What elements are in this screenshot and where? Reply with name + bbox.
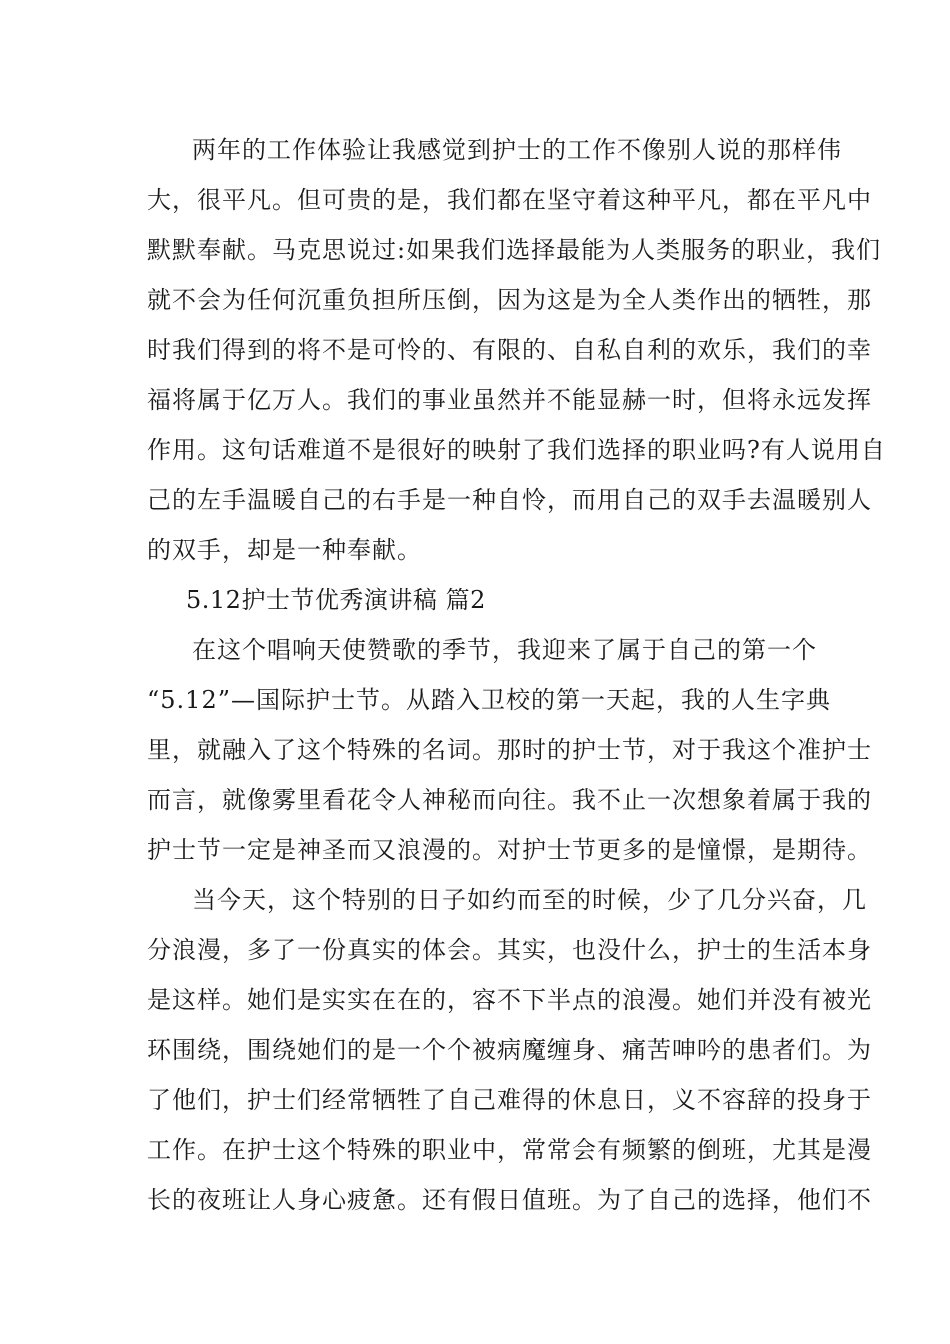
paragraph-line: 时我们得到的将不是可怜的、有限的、自私自利的欢乐，我们的幸 bbox=[147, 336, 872, 364]
paragraph-line: 长的夜班让人身心疲惫。还有假日值班。为了自己的选择，他们不 bbox=[147, 1186, 872, 1214]
paragraph-line: 作用。这句话难道不是很好的映射了我们选择的职业吗?有人说用自 bbox=[147, 436, 886, 464]
paragraph-line: 默默奉献。马克思说过:如果我们选择最能为人类服务的职业，我们 bbox=[147, 236, 882, 264]
section-heading: 5.12护士节优秀演讲稿 篇2 bbox=[186, 586, 486, 614]
paragraph-line: 就不会为任何沉重负担所压倒，因为这是为全人类作出的牺牲，那 bbox=[147, 286, 872, 314]
paragraph-line: 而言，就像雾里看花令人神秘而向往。我不止一次想象着属于我的 bbox=[147, 786, 872, 814]
paragraph-line: 己的左手温暖自己的右手是一种自怜，而用自己的双手去温暖别人 bbox=[147, 486, 872, 514]
paragraph-line: 环围绕，围绕她们的是一个个被病魔缠身、痛苦呻吟的患者们。为 bbox=[147, 1036, 872, 1064]
paragraph-line: 分浪漫，多了一份真实的体会。其实，也没什么，护士的生活本身 bbox=[147, 936, 872, 964]
paragraph-line: 里，就融入了这个特殊的名词。那时的护士节，对于我这个准护士 bbox=[147, 736, 872, 764]
paragraph-line: 大，很平凡。但可贵的是，我们都在坚守着这种平凡，都在平凡中 bbox=[147, 186, 872, 214]
paragraph-line: 是这样。她们是实实在在的，容不下半点的浪漫。她们并没有被光 bbox=[147, 986, 872, 1014]
paragraph-line: 在这个唱响天使赞歌的季节，我迎来了属于自己的第一个 bbox=[192, 636, 817, 664]
paragraph-line: 工作。在护士这个特殊的职业中，常常会有频繁的倒班，尤其是漫 bbox=[147, 1136, 872, 1164]
paragraph-line: “5.12”—国际护士节。从踏入卫校的第一天起，我的人生字典 bbox=[147, 686, 831, 714]
paragraph-line: 护士节一定是神圣而又浪漫的。对护士节更多的是憧憬，是期待。 bbox=[147, 836, 872, 864]
paragraph-line: 的双手，却是一种奉献。 bbox=[147, 536, 422, 564]
paragraph-line: 两年的工作体验让我感觉到护士的工作不像别人说的那样伟 bbox=[192, 136, 842, 164]
paragraph-line: 了他们，护士们经常牺牲了自己难得的休息日，义不容辞的投身于 bbox=[147, 1086, 872, 1114]
paragraph-line: 福将属于亿万人。我们的事业虽然并不能显赫一时，但将永远发挥 bbox=[147, 386, 872, 414]
paragraph-line: 当今天，这个特别的日子如约而至的时候，少了几分兴奋，几 bbox=[192, 886, 867, 914]
